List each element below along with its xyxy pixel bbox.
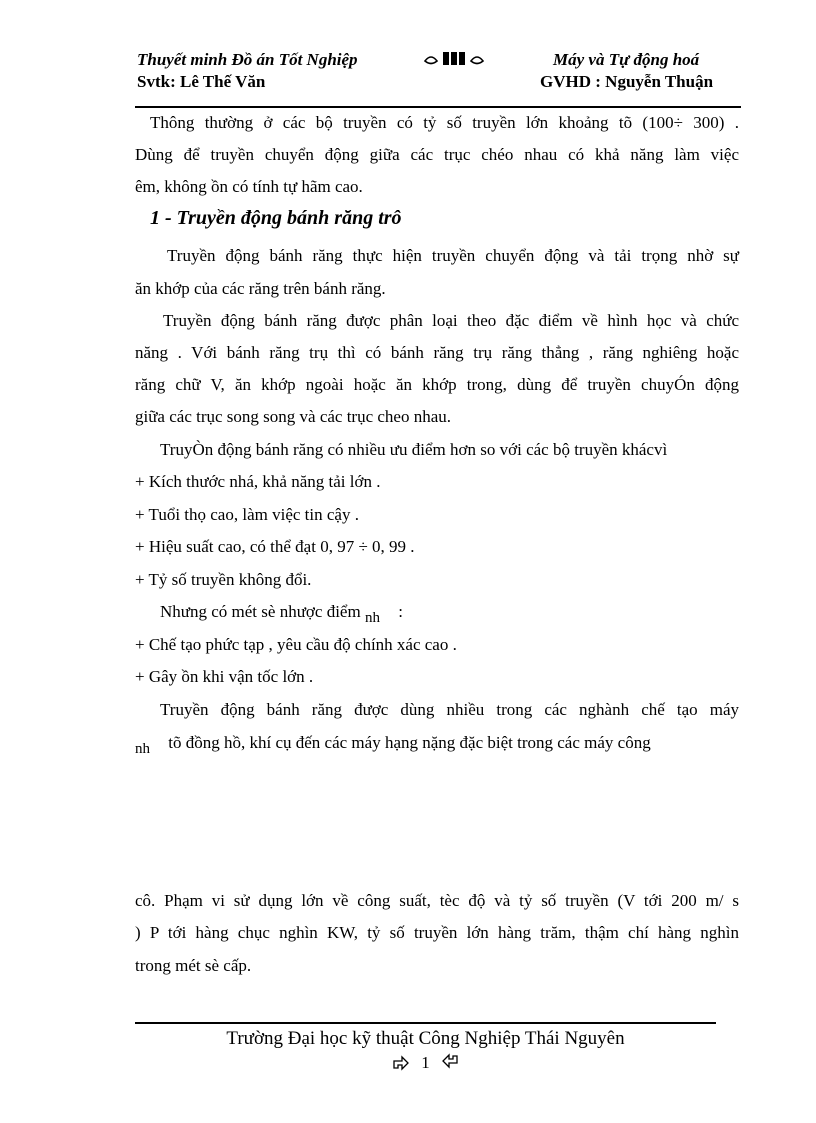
disadvantages-colon: : (398, 602, 403, 621)
body-line: ăn khớp của các răng trên bánh răng. (135, 279, 386, 298)
body-line: Truyền động bánh răng được phân loại theo đặc điểm về hình học và chức (163, 311, 739, 330)
list-item: + Gây ồn khi vận tốc lớn . (135, 667, 314, 686)
page-number-row (135, 1053, 716, 1076)
body-line: năng . Với bánh răng trụ thì có bánh răng trụ răng thẳng , răng nghiêng hoặc (135, 343, 739, 362)
footer-rule (135, 1022, 716, 1024)
header-student: Svtk: Lê Thế Văn (137, 72, 266, 91)
list-item: + Tuổi thọ cao, làm việc tin cậy . (135, 505, 359, 524)
body-line: cô. Phạm vi sử dụng lớn về công suất, tèc độ và tỷ số truyền (V tới 200 m/ s (135, 891, 739, 910)
footer-school: Trường Đại học kỹ thuật Công Nghiệp Thái Nguyên (226, 1028, 625, 1049)
body-line: êm, không ồn có tính tự hãm cao. (135, 177, 363, 196)
body-line: giữa các trục song song và các trục cheo nhau. (135, 407, 452, 426)
body-line: Dùng để truyền chuyển động giữa các trục chéo nhau có khả năng làm việc (135, 145, 739, 164)
disadvantages-sub: nh (364, 610, 380, 626)
usage-sub: nh (135, 741, 150, 757)
body-line: Thông thường ở các bộ truyền có tỷ số truyền lớn khoảng tõ (100÷ 300) . (150, 113, 739, 132)
section-heading: 1 - Truyền động bánh răng trô (150, 207, 402, 229)
body-line: trong mét sè cấp. (135, 956, 252, 975)
usage-text: tõ đồng hồ, khí cụ đến các máy hạng nặng đặc biệt trong các máy công (168, 733, 651, 752)
right-arrow-ornament-icon (391, 1053, 411, 1076)
header-department: Máy và Tự động hoá (553, 50, 700, 69)
body-line: răng chữ V, ăn khớp ngoài hoặc ăn khớp trong, dùng để truyền chuyÓn động (135, 375, 739, 394)
disadvantages-intro (135, 602, 764, 626)
list-item: + Chế tạo phức tạp , yêu cầu độ chính xác cao . (135, 635, 457, 654)
book-ornament-icon (423, 49, 487, 74)
header-advisor: GVHD : Nguyễn Thuận (540, 72, 714, 91)
list-item: + Hiệu suất cao, có thể đạt 0, 97 ÷ 0, 99 . (135, 537, 415, 556)
advantages-intro: TruyÒn động bánh răng có nhiều ưu điểm hơn so với các bộ truyền khácvì (160, 440, 668, 459)
left-arrow-ornament-icon (440, 1053, 460, 1076)
disadvantages-text: Nhưng có mét sè nhược điểm (160, 602, 361, 621)
page-number: 1 (421, 1053, 430, 1073)
header-rule (135, 106, 741, 108)
body-line (135, 733, 739, 757)
header-doc-title: Thuyết minh Đồ án Tốt Nghiệp (137, 50, 358, 69)
body-line: Truyền động bánh răng được dùng nhiều trong các nghành chế tạo máy (160, 700, 739, 719)
body-line: ) P tới hàng chục nghìn KW, tỷ số truyền lớn hàng trăm, thậm chí hàng nghìn (135, 923, 739, 942)
list-item: + Kích thước nhá, khả năng tải lớn . (135, 472, 381, 491)
list-item: + Tỷ số truyền không đổi. (135, 570, 312, 589)
body-line: Truyền động bánh răng thực hiện truyền chuyển động và tải trọng nhờ sự (167, 246, 739, 265)
